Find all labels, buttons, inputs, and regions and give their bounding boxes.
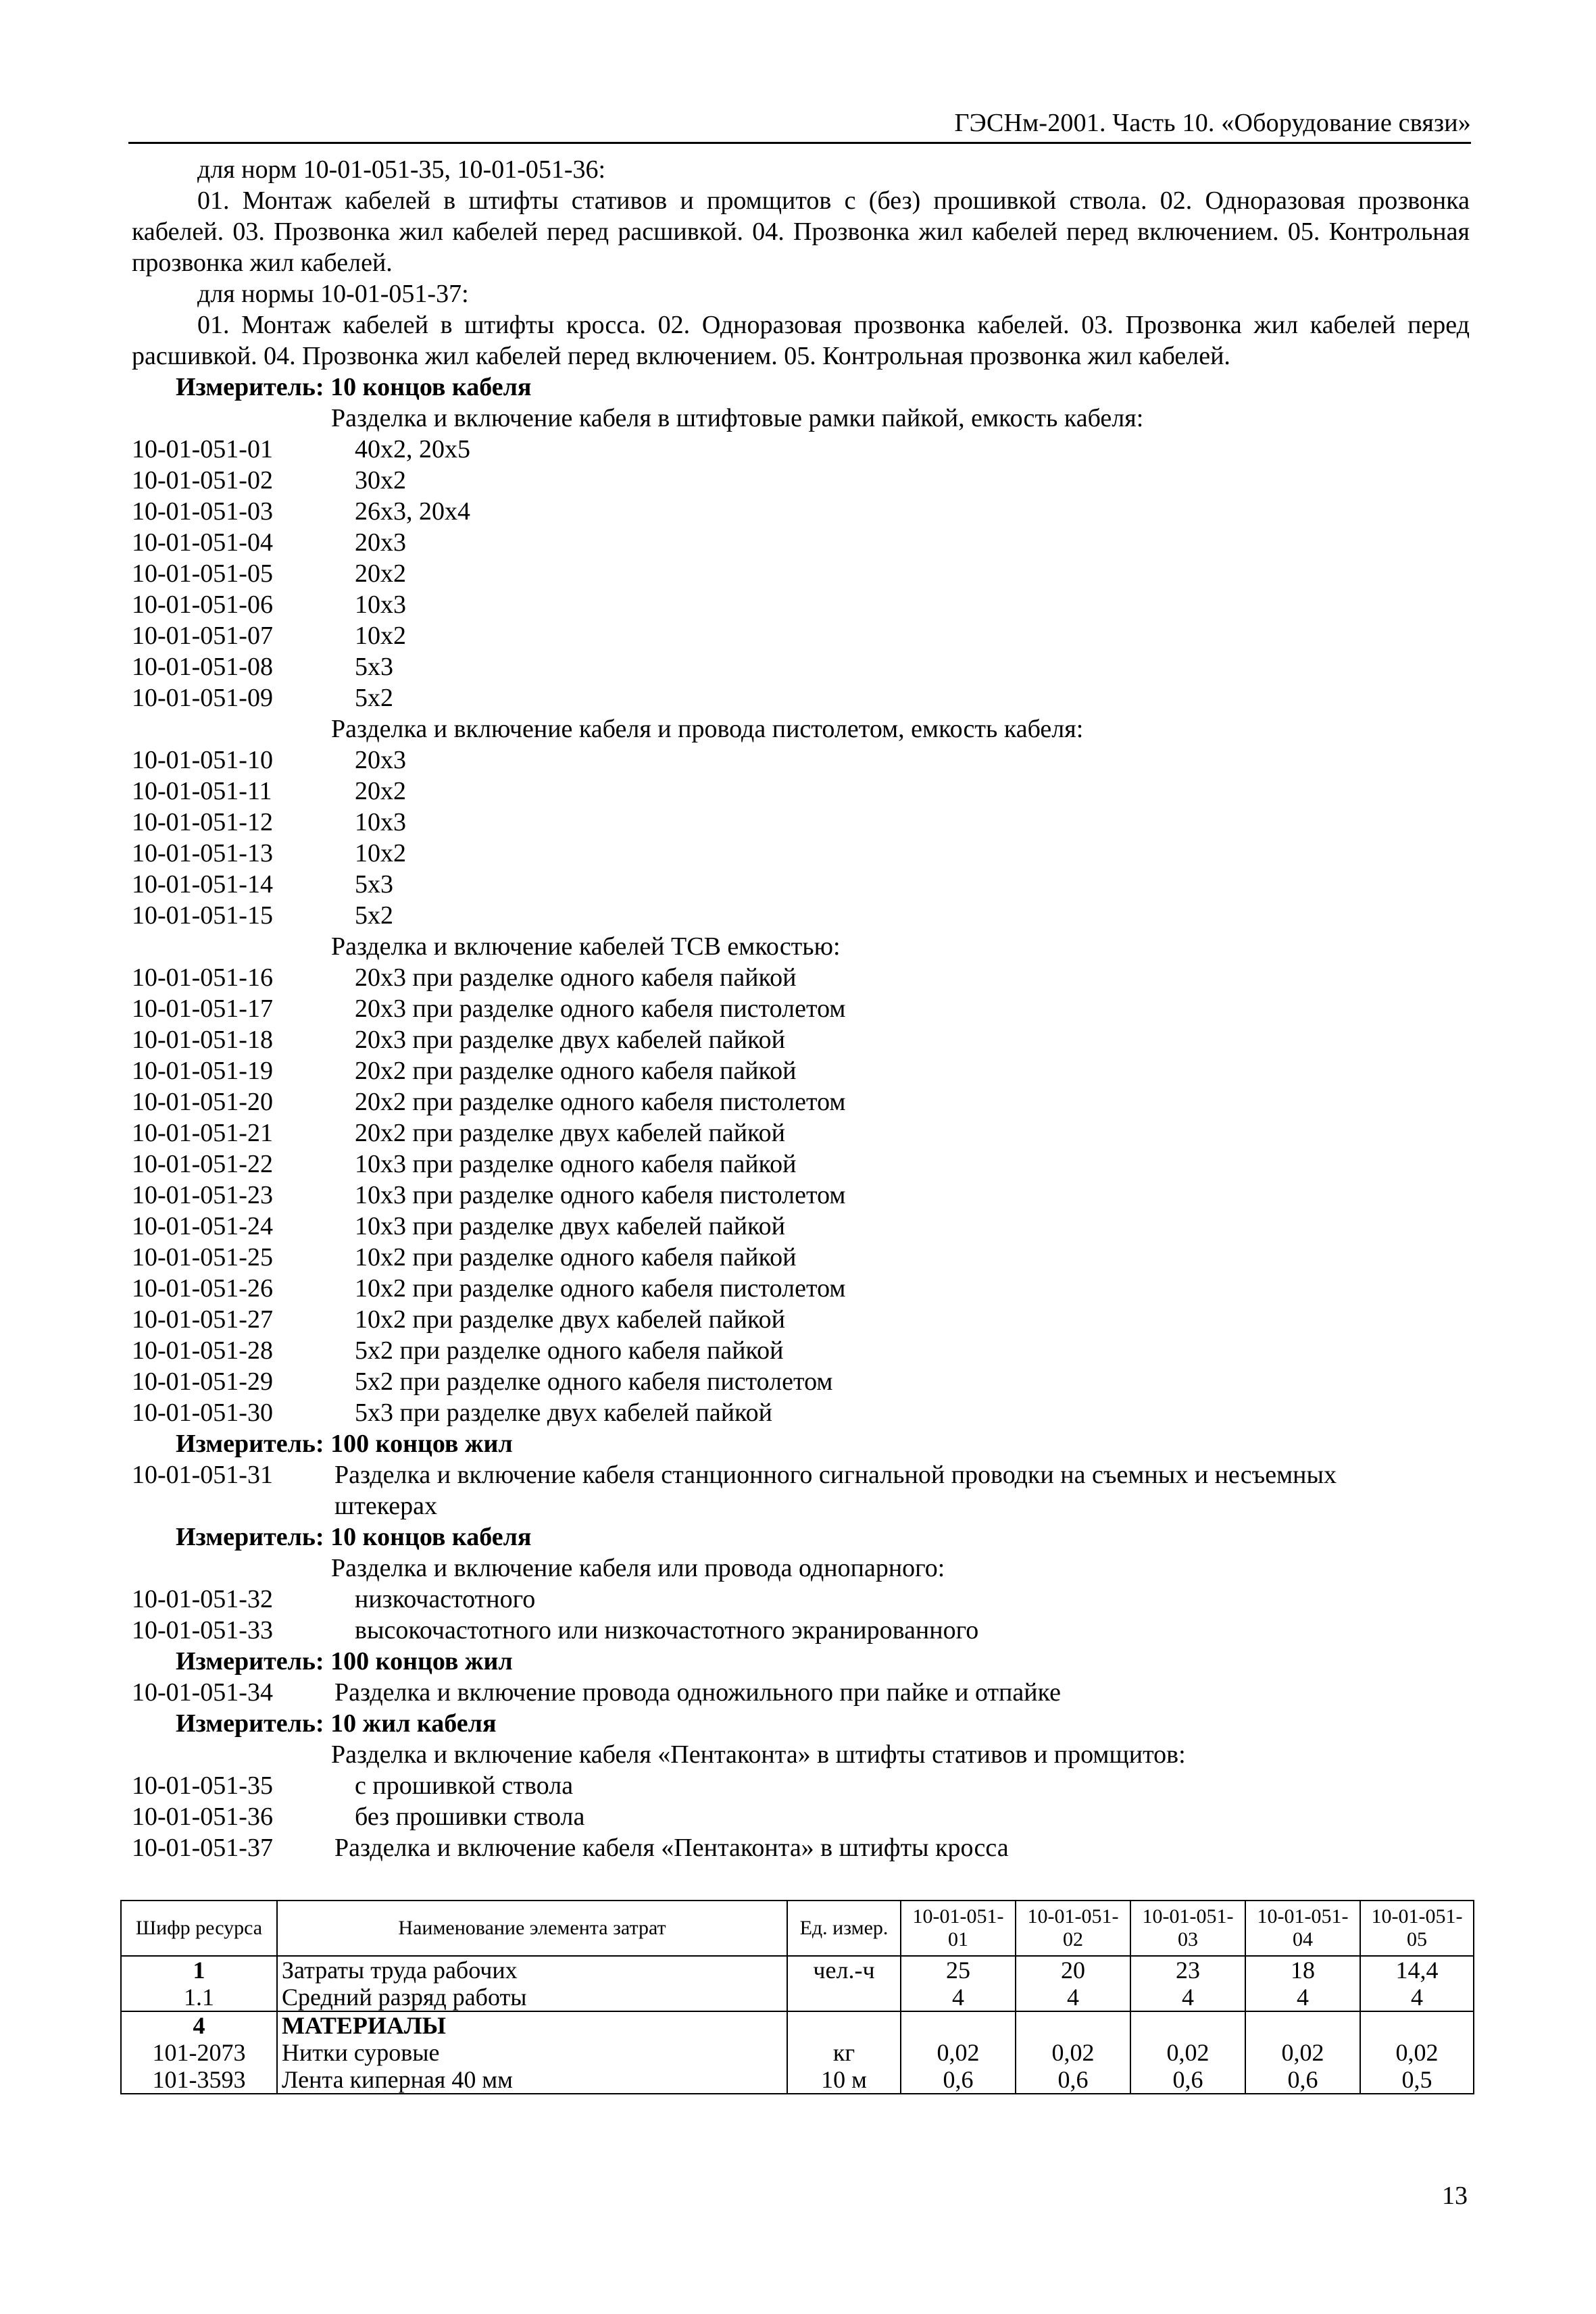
norm-code: 10-01-051-32: [132, 1585, 273, 1613]
norm-row: [132, 1677, 1470, 1708]
norm-code: 10-01-051-14: [132, 870, 273, 899]
norm-description: с прошивкой ствола: [355, 1771, 574, 1800]
value-cell: 0,02: [1130, 2039, 1245, 2066]
section-heading: Разделка и включение кабеля и провода пистолетом, емкость кабеля:: [331, 715, 1084, 743]
norm-row: [132, 962, 1470, 993]
norm-code: 10-01-051-33: [132, 1616, 273, 1644]
norm-code: 10-01-051-35: [132, 1771, 273, 1800]
norm-row: [132, 900, 1470, 931]
value-cell: 0,02: [901, 2039, 1016, 2066]
norm-row: [132, 496, 1470, 527]
measure-heading: Измеритель: 10 концов кабеля: [176, 1523, 532, 1551]
norm-description: 5х3: [355, 653, 393, 681]
document-body: [132, 154, 1470, 1863]
norm-description: 5х2 при разделке одного кабеля пистолетом: [355, 1367, 833, 1396]
norm-row: [132, 1211, 1470, 1242]
norm-code: 10-01-051-23: [132, 1181, 273, 1209]
norm-description: 20х3: [355, 746, 406, 774]
resource-name-cell: МАТЕРИАЛЫ: [277, 2011, 787, 2039]
norm-description: 20х2 при разделке двух кабелей пайкой: [355, 1119, 785, 1147]
value-cell: [901, 2011, 1016, 2039]
norms-a-label: для норм 10-01-051-35, 10-01-051-36:: [197, 155, 606, 184]
norm-row: [132, 1180, 1470, 1211]
col-header-norm: 10-01-051-01: [901, 1901, 1016, 1956]
norm-code: 10-01-051-17: [132, 995, 273, 1023]
col-header-unit: Ед. измер.: [787, 1901, 901, 1956]
norm-row: [132, 807, 1470, 838]
norm-row: [132, 869, 1470, 900]
norm-row: [132, 993, 1470, 1024]
norm-row: [132, 558, 1470, 589]
norm-description: 40х2, 20х5: [355, 435, 470, 463]
unit-cell: кг: [787, 2039, 901, 2066]
norm-row: [132, 434, 1470, 465]
measure-heading: Измеритель: 100 концов жил: [176, 1430, 513, 1458]
value-cell: [1130, 2011, 1245, 2039]
value-cell: 4: [1016, 1984, 1130, 2011]
col-header-norm: 10-01-051-03: [1130, 1901, 1245, 1956]
norm-code: 10-01-051-15: [132, 901, 273, 930]
value-cell: 0,02: [1016, 2039, 1130, 2066]
value-cell: 18: [1245, 1956, 1360, 1984]
norm-description: 20х2: [355, 777, 406, 805]
norm-description: 20х2 при разделке одного кабеля пистолетом: [355, 1088, 846, 1116]
resource-table-wrapper: [120, 1900, 1473, 2094]
norm-code: 10-01-051-22: [132, 1150, 273, 1178]
norm-code: 10-01-051-29: [132, 1367, 273, 1396]
value-cell: 4: [1360, 1984, 1474, 2011]
norm-description: 20х2: [355, 559, 406, 588]
norm-group-1: [132, 434, 1470, 713]
norm-description: 10х3 при разделке одного кабеля пайкой: [355, 1150, 797, 1178]
norm-description: 5х2: [355, 684, 393, 712]
norm-row: [132, 1770, 1470, 1801]
table-row: [121, 2011, 1474, 2039]
value-cell: 4: [901, 1984, 1016, 2011]
table-row: [121, 2066, 1474, 2094]
norm-description: 10х3: [355, 590, 406, 619]
unit-cell: 10 м: [787, 2066, 901, 2094]
table-row: [121, 1956, 1474, 1984]
measure-heading: Измеритель: 10 концов кабеля: [176, 373, 532, 401]
norm-description: 20х3 при разделке двух кабелей пайкой: [355, 1026, 785, 1054]
norm-row: [132, 1801, 1470, 1832]
norm-description: Разделка и включение кабеля «Пентаконта» в штифты кросса: [334, 1834, 1009, 1862]
resource-code-cell: 101-3593: [121, 2066, 277, 2094]
norm-description: без прошивки ствола: [355, 1803, 585, 1831]
norm-row: [132, 682, 1470, 713]
norm-description: 5х3 при разделке двух кабелей пайкой: [355, 1399, 772, 1427]
resource-code-cell: 1.1: [121, 1984, 277, 2011]
norm-description: 10х2 при разделке одного кабеля пайкой: [355, 1243, 797, 1272]
value-cell: 14,4: [1360, 1956, 1474, 1984]
norm-code: 10-01-051-03: [132, 497, 273, 526]
norm-code: 10-01-051-05: [132, 559, 273, 588]
norm-description: Разделка и включение кабеля станционного сигнальной проводки на съемных и несъемных: [334, 1461, 1337, 1489]
unit-cell: [787, 1984, 901, 2011]
norm-description: 5х2: [355, 901, 393, 930]
norm-description: 10х2: [355, 839, 406, 867]
unit-cell: [787, 2011, 901, 2039]
value-cell: 23: [1130, 1956, 1245, 1984]
norm-code: 10-01-051-08: [132, 653, 273, 681]
unit-cell: чел.-ч: [787, 1956, 901, 1984]
resource-name-cell: Средний разряд работы: [277, 1984, 787, 2011]
norm-row: [132, 1242, 1470, 1273]
section-heading: Разделка и включение кабелей ТСВ емкостью:: [331, 932, 841, 961]
value-cell: 0,02: [1360, 2039, 1474, 2066]
norm-row: [132, 465, 1470, 496]
measure-heading: Измеритель: 10 жил кабеля: [176, 1709, 497, 1738]
norm-description: 30х2: [355, 466, 406, 495]
norm-description: Разделка и включение провода одножильного при пайке и отпайке: [334, 1678, 1061, 1707]
value-cell: 0,5: [1360, 2066, 1474, 2094]
table-row: [121, 1984, 1474, 2011]
value-cell: [1245, 2011, 1360, 2039]
norm-description: 5х2 при разделке одного кабеля пайкой: [355, 1336, 784, 1365]
norm-code: 10-01-051-02: [132, 466, 273, 495]
value-cell: [1360, 2011, 1474, 2039]
norm-row: [132, 620, 1470, 651]
value-cell: 25: [901, 1956, 1016, 1984]
norm-row: [132, 589, 1470, 620]
norm-description: 20х3: [355, 528, 406, 557]
norm-description: низкочастотного: [355, 1585, 536, 1613]
resource-code-cell: 101-2073: [121, 2039, 277, 2066]
norm-code: 10-01-051-20: [132, 1088, 273, 1116]
norm-row: [132, 1117, 1470, 1149]
value-cell: 0,6: [1130, 2066, 1245, 2094]
norm-description-continuation: штекерах: [334, 1492, 437, 1520]
col-header-norm: 10-01-051-04: [1245, 1901, 1360, 1956]
norm-code: 10-01-051-06: [132, 590, 273, 619]
norms-b-text: 01. Монтаж кабелей в штифты кросса. 02. Одноразовая прозвонка кабелей. 03. Прозвонка жил кабелей перед расшивкой. 04. Прозвонка жил кабелей перед включением. 05. Контрольная прозвонка жил кабелей.: [132, 311, 1470, 370]
norms-b-label: для нормы 10-01-051-37:: [197, 280, 469, 308]
norm-row: [132, 1832, 1470, 1863]
norm-code: 10-01-051-37: [132, 1834, 273, 1862]
norm-row: [132, 1335, 1470, 1366]
value-cell: 0,6: [901, 2066, 1016, 2094]
norm-code: 10-01-051-19: [132, 1057, 273, 1085]
norm-description: 10х3: [355, 808, 406, 836]
value-cell: 0,6: [1245, 2066, 1360, 2094]
norm-code: 10-01-051-30: [132, 1399, 273, 1427]
norm-description: 26х3, 20х4: [355, 497, 470, 526]
norm-code: 10-01-051-07: [132, 622, 273, 650]
norm-code: 10-01-051-28: [132, 1336, 273, 1365]
col-header-name: Наименование элемента затрат: [277, 1901, 787, 1956]
norm-description: 20х3 при разделке одного кабеля пайкой: [355, 963, 797, 992]
col-header-code: Шифр ресурса: [121, 1901, 277, 1956]
norm-description: высокочастотного или низкочастотного экранированного: [355, 1616, 979, 1644]
norm-row: [132, 1024, 1470, 1055]
resource-name-cell: Лента киперная 40 мм: [277, 2066, 787, 2094]
norm-code: 10-01-051-11: [132, 777, 272, 805]
norm-code: 10-01-051-01: [132, 435, 273, 463]
norm-row: [132, 745, 1470, 776]
norm-group-5: [132, 1770, 1470, 1832]
norm-description: 10х3 при разделке одного кабеля пистолетом: [355, 1181, 846, 1209]
table-header-row: [121, 1901, 1474, 1956]
norm-row: [132, 651, 1470, 682]
norm-row: [132, 1366, 1470, 1397]
norm-description: 20х2 при разделке одного кабеля пайкой: [355, 1057, 797, 1085]
section-heading: Разделка и включение кабеля или провода однопарного:: [331, 1554, 945, 1582]
norm-row: [132, 1615, 1470, 1646]
norm-description: 10х2 при разделке одного кабеля пистолетом: [355, 1274, 846, 1303]
resource-name-cell: Затраты труда рабочих: [277, 1956, 787, 1984]
value-cell: 20: [1016, 1956, 1130, 1984]
measure-heading: Измеритель: 100 концов жил: [176, 1647, 513, 1676]
resource-code-cell: 1: [121, 1956, 277, 1984]
norm-description: 5х3: [355, 870, 393, 899]
resource-table: [120, 1900, 1474, 2094]
norm-group-2: [132, 745, 1470, 931]
page-header: [128, 108, 1471, 144]
value-cell: 4: [1245, 1984, 1360, 2011]
resource-code-cell: 4: [121, 2011, 277, 2039]
norm-row: [132, 1584, 1470, 1615]
col-header-norm: 10-01-051-05: [1360, 1901, 1474, 1956]
norm-code: 10-01-051-16: [132, 963, 273, 992]
value-cell: [1016, 2011, 1130, 2039]
norm-code: 10-01-051-10: [132, 746, 273, 774]
table-row: [121, 2039, 1474, 2066]
norm-code: 10-01-051-09: [132, 684, 273, 712]
norm-row: [132, 1086, 1470, 1117]
value-cell: 0,02: [1245, 2039, 1360, 2066]
norm-code: 10-01-051-04: [132, 528, 273, 557]
section-heading: Разделка и включение кабеля в штифтовые рамки пайкой, емкость кабеля:: [331, 404, 1144, 432]
norm-group-4: [132, 1584, 1470, 1646]
norm-row: [132, 838, 1470, 869]
running-title: ГЭСНм-2001. Часть 10. «Оборудование связи»: [954, 109, 1471, 137]
norm-code: 10-01-051-34: [132, 1678, 273, 1707]
norm-row: [132, 1149, 1470, 1180]
norm-code: 10-01-051-27: [132, 1305, 273, 1334]
norm-row: [132, 1273, 1470, 1304]
page-number: 13: [1442, 2182, 1468, 2210]
value-cell: 0,6: [1016, 2066, 1130, 2094]
norm-code: 10-01-051-25: [132, 1243, 273, 1272]
norm-code: 10-01-051-26: [132, 1274, 273, 1303]
norm-description: 10х2 при разделке двух кабелей пайкой: [355, 1305, 785, 1334]
norm-description: 20х3 при разделке одного кабеля пистолетом: [355, 995, 846, 1023]
section-heading: Разделка и включение кабеля «Пентаконта» в штифты стативов и промщитов:: [331, 1740, 1186, 1769]
norm-row: [132, 776, 1470, 807]
norm-group-3: [132, 962, 1470, 1428]
norm-row: [132, 527, 1470, 558]
norm-code: 10-01-051-13: [132, 839, 273, 867]
norm-row: [132, 1055, 1470, 1086]
norm-code: 10-01-051-21: [132, 1119, 273, 1147]
norm-row: [132, 1304, 1470, 1335]
norm-code: 10-01-051-24: [132, 1212, 273, 1240]
norm-code: 10-01-051-12: [132, 808, 273, 836]
value-cell: 4: [1130, 1984, 1245, 2011]
norm-code: 10-01-051-36: [132, 1803, 273, 1831]
norm-description: 10х2: [355, 622, 406, 650]
resource-name-cell: Нитки суровые: [277, 2039, 787, 2066]
norm-code: 10-01-051-18: [132, 1026, 273, 1054]
col-header-norm: 10-01-051-02: [1016, 1901, 1130, 1956]
norm-row: [132, 1459, 1470, 1490]
norms-a-text: 01. Монтаж кабелей в штифты стативов и промщитов с (без) прошивкой ствола. 02. Одноразовая прозвонка кабелей. 03. Прозвонка жил кабелей перед расшивкой. 04. Прозвонка жил кабелей перед включением. 05. Контрольная прозвонка жил кабелей.: [132, 186, 1470, 277]
norm-description: 10х3 при разделке двух кабелей пайкой: [355, 1212, 785, 1240]
norm-code: 10-01-051-31: [132, 1461, 273, 1489]
norm-row: [132, 1397, 1470, 1428]
